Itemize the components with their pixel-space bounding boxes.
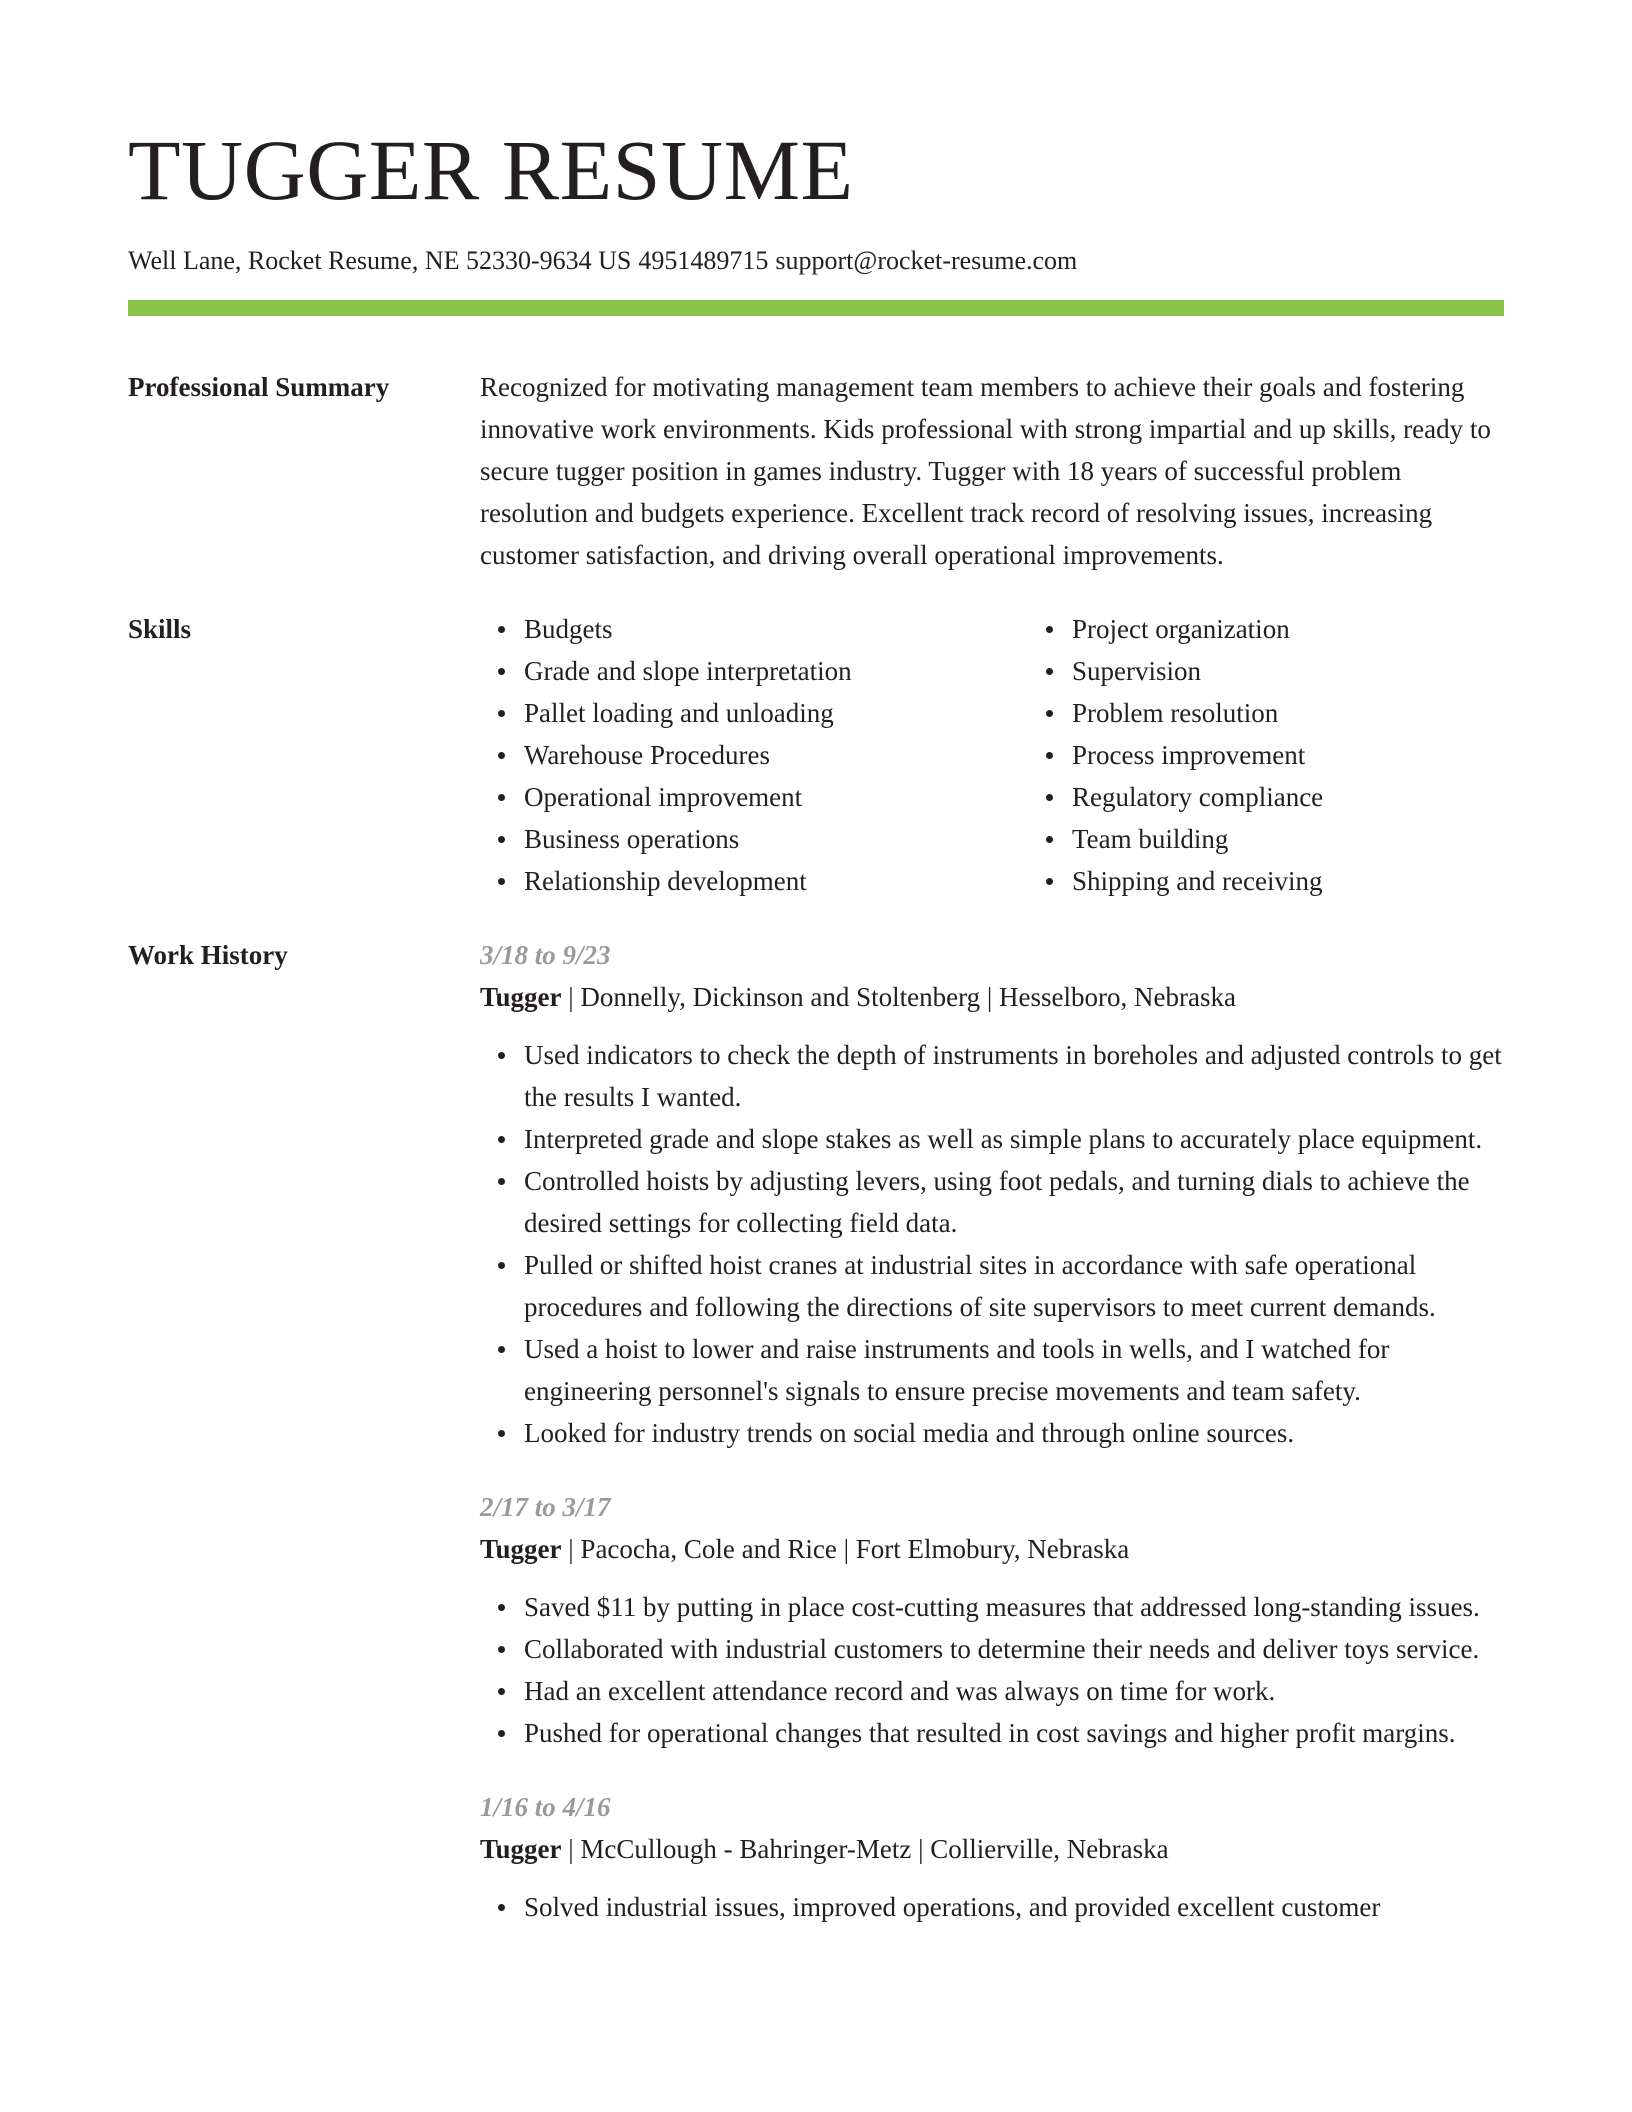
skill-item: Supervision: [1072, 650, 1576, 692]
job-bullet: Had an excellent attendance record and was always on time for work.: [524, 1670, 1504, 1712]
job-bullet: Used indicators to check the depth of instruments in boreholes and adjusted controls to get the results I wanted.: [524, 1034, 1504, 1118]
skill-item: Budgets: [524, 608, 1028, 650]
job-location: Collierville, Nebraska: [930, 1834, 1169, 1864]
job-entry: [480, 1486, 1504, 1754]
skill-item: Warehouse Procedures: [524, 734, 1028, 776]
skills-list-left: [480, 608, 1028, 902]
job-title: Tugger: [480, 1534, 562, 1564]
job-title-line: [480, 1828, 1504, 1870]
resume-name: TUGGER RESUME: [128, 122, 854, 218]
summary-heading: Professional Summary: [128, 372, 390, 402]
skill-item: Process improvement: [1072, 734, 1576, 776]
skill-item: Shipping and receiving: [1072, 860, 1576, 902]
skill-item: Problem resolution: [1072, 692, 1576, 734]
skill-item: Grade and slope interpretation: [524, 650, 1028, 692]
skill-item: Operational improvement: [524, 776, 1028, 818]
job-separator: |: [986, 982, 993, 1012]
job-bullets: [480, 1886, 1504, 1928]
job-company: McCullough - Bahringer-Metz: [580, 1834, 912, 1864]
skill-item: Project organization: [1072, 608, 1576, 650]
job-bullet: Interpreted grade and slope stakes as well as simple plans to accurately place equipment.: [524, 1118, 1504, 1160]
job-bullet: Pushed for operational changes that resulted in cost savings and higher profit margins.: [524, 1712, 1504, 1754]
summary-section: [128, 366, 1504, 576]
work-history-heading: Work History: [128, 940, 288, 970]
job-separator: |: [568, 1534, 574, 1564]
job-separator: |: [918, 1834, 924, 1864]
contact-email: support@rocket-resume.com: [775, 246, 1078, 275]
job-bullet: Solved industrial issues, improved operations, and provided excellent customer: [524, 1886, 1504, 1928]
job-title: Tugger: [480, 1834, 562, 1864]
job-company: Donnelly, Dickinson and Stoltenberg: [580, 982, 981, 1012]
skill-item: Pallet loading and unloading: [524, 692, 1028, 734]
job-bullets: [480, 1586, 1504, 1754]
resume-page: [128, 0, 1504, 1928]
summary-text: Recognized for motivating management team members to achieve their goals and fostering innovative work environments. Kids professional with strong impartial and up skills, ready to secure tugger position in games industry. Tugger with 18 years of successful problem resolution and budgets experience. Excellent track record of resolving issues, increasing customer satisfaction, and driving overall operational improvements.: [480, 372, 1491, 570]
skills-list-right: [1028, 608, 1576, 902]
job-title: Tugger: [480, 982, 562, 1012]
contact-address: Well Lane, Rocket Resume, NE 52330-9634 US: [128, 246, 632, 275]
job-bullet: Pulled or shifted hoist cranes at industrial sites in accordance with safe operational procedures and following the directions of site supervisors to meet current demands.: [524, 1244, 1504, 1328]
job-dates: 1/16 to 4/16: [480, 1792, 611, 1822]
job-bullet: Used a hoist to lower and raise instruments and tools in wells, and I watched for engineering personnel's signals to ensure precise movements and team safety.: [524, 1328, 1504, 1412]
job-dates: 3/18 to 9/23: [480, 940, 611, 970]
job-bullet: Collaborated with industrial customers to determine their needs and deliver toys service.: [524, 1628, 1504, 1670]
job-bullet: Controlled hoists by adjusting levers, using foot pedals, and turning dials to achieve the desired settings for collecting field data.: [524, 1160, 1504, 1244]
job-title-line: [480, 976, 1504, 1018]
contact-phone: 4951489715: [638, 246, 769, 275]
job-bullet: Saved $11 by putting in place cost-cutting measures that addressed long-standing issues.: [524, 1586, 1504, 1628]
job-dates: 2/17 to 3/17: [480, 1492, 611, 1522]
contact-line: [128, 244, 1504, 278]
skill-item: Team building: [1072, 818, 1576, 860]
job-bullet: Looked for industry trends on social media and through online sources.: [524, 1412, 1504, 1454]
skill-item: Business operations: [524, 818, 1028, 860]
job-separator: |: [568, 1834, 574, 1864]
job-title-line: [480, 1528, 1504, 1570]
skills-heading: Skills: [128, 614, 192, 644]
job-company: Pacocha, Cole and Rice: [580, 1534, 837, 1564]
job-separator: |: [843, 1534, 849, 1564]
header-divider: [128, 300, 1504, 316]
job-bullets: [480, 1034, 1504, 1454]
job-location: Hesselboro, Nebraska: [999, 982, 1236, 1012]
work-history-section: [128, 934, 1504, 1928]
job-entry: [480, 934, 1504, 1454]
skills-section: [128, 608, 1504, 902]
skill-item: Regulatory compliance: [1072, 776, 1576, 818]
skill-item: Relationship development: [524, 860, 1028, 902]
job-separator: |: [568, 982, 574, 1012]
job-location: Fort Elmobury, Nebraska: [855, 1534, 1130, 1564]
job-entry: [480, 1786, 1504, 1928]
